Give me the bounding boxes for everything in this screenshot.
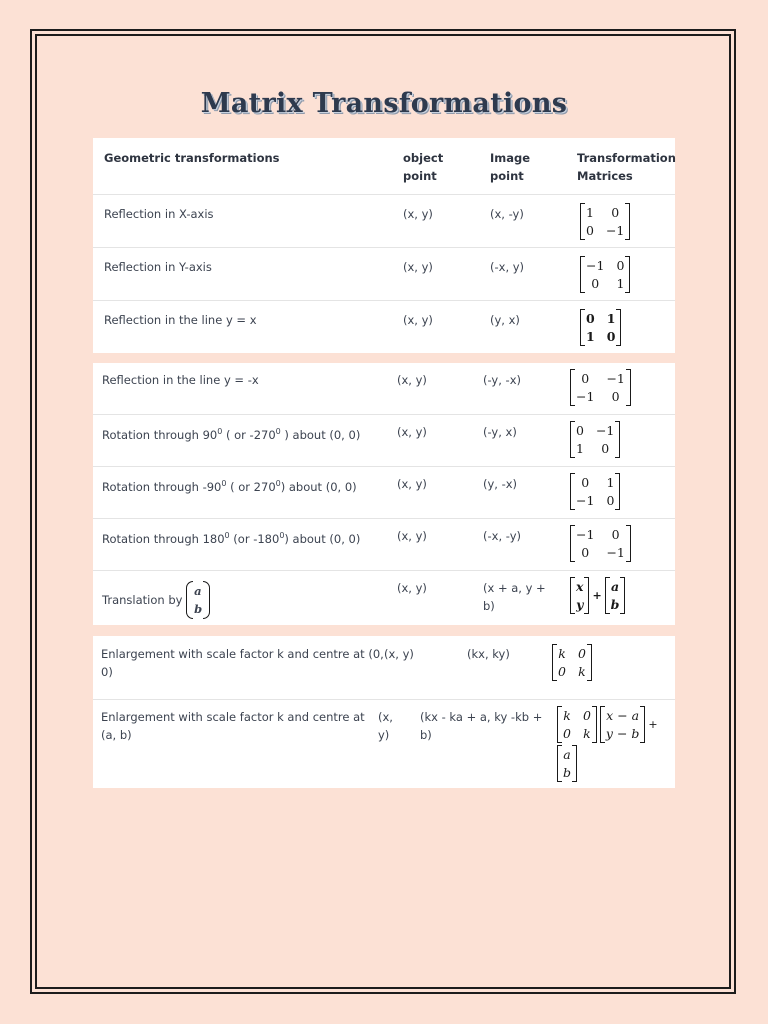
matrix-entry: y − b bbox=[605, 726, 640, 741]
table-header-row bbox=[93, 138, 675, 195]
matrix-entry: 1 bbox=[606, 311, 616, 326]
row-image-point: (x, -y) bbox=[490, 207, 524, 221]
table-row bbox=[93, 248, 675, 301]
matrix-entry: a bbox=[563, 747, 571, 762]
name-line1: Enlargement with scale factor k and centre at (0, bbox=[101, 647, 384, 661]
matrix-entry: 1 bbox=[606, 475, 615, 490]
header-image-line2: point bbox=[490, 169, 524, 183]
matrix-entry: 0 bbox=[606, 493, 615, 508]
table-row bbox=[93, 636, 675, 700]
row-name: Reflection in X-axis bbox=[104, 207, 214, 221]
row-object-point: (x, y) bbox=[397, 477, 427, 491]
row-object-point: (x, y) bbox=[397, 529, 427, 543]
transformation-matrix bbox=[570, 369, 631, 406]
header-matrices-line1: Transformation bbox=[577, 151, 676, 165]
row-name bbox=[101, 708, 365, 744]
page-title: Matrix Transformations bbox=[200, 88, 568, 119]
name-line2: (a, b) bbox=[101, 728, 132, 742]
matrix-entry: b bbox=[610, 597, 620, 612]
row-object-point: (x, y) bbox=[397, 425, 427, 439]
image-line1: (x + a, y + bbox=[483, 581, 546, 595]
matrix-entry: 0 bbox=[611, 205, 620, 220]
row-object-point: (x, y) bbox=[403, 260, 433, 274]
row-image-point: (-y, -x) bbox=[483, 373, 521, 387]
matrix-entry: 0 bbox=[577, 646, 586, 661]
matrix-entry: 0 bbox=[563, 726, 571, 741]
matrix-entry: 0 bbox=[591, 276, 600, 291]
vector-entry: a bbox=[194, 584, 202, 598]
header-image-point bbox=[490, 149, 530, 185]
matrix-entry: 0 bbox=[581, 371, 590, 386]
plus-operator: + bbox=[592, 589, 602, 602]
row-object-point: (x, y) bbox=[397, 373, 427, 387]
matrix-entry: a bbox=[610, 579, 620, 594]
transformation-matrix bbox=[570, 473, 620, 510]
table-row bbox=[93, 700, 675, 788]
transformation-matrix bbox=[580, 309, 621, 346]
translation-vector bbox=[186, 581, 210, 619]
plus-operator: + bbox=[648, 718, 658, 731]
table-row bbox=[93, 519, 675, 571]
row-name bbox=[102, 581, 210, 619]
matrix-entry: 1 bbox=[576, 441, 584, 456]
header-geometric-transformations: Geometric transformations bbox=[104, 151, 280, 165]
table-row bbox=[93, 195, 675, 248]
matrix-entry: 0 bbox=[576, 423, 584, 438]
row-image-point bbox=[483, 579, 546, 615]
object-line1: (x, bbox=[378, 710, 393, 724]
image-line1: (kx - ka + a, ky -kb + bbox=[420, 710, 543, 724]
matrix-entry: −1 bbox=[576, 389, 595, 404]
table-row bbox=[93, 415, 675, 467]
image-line2: b) bbox=[420, 728, 432, 742]
matrix-entry: k bbox=[578, 664, 586, 679]
matrix-entry: 0 bbox=[581, 475, 590, 490]
row-name: Rotation through $90^0$ ( or $-270^0$ ) about (0, 0) bbox=[102, 427, 361, 442]
row-name: Rotation through $180^0$ (or $-180^0$) about (0, 0) bbox=[102, 531, 361, 546]
row-object-point: (x, y) bbox=[384, 647, 414, 661]
row-image-point: (-x, y) bbox=[490, 260, 525, 274]
header-image-line1: Image bbox=[490, 151, 531, 165]
transformation-matrix bbox=[580, 256, 630, 293]
header-transformation-matrices bbox=[577, 149, 676, 185]
object-line2: y) bbox=[378, 728, 390, 742]
transformation-matrix bbox=[570, 525, 631, 562]
row-image-point: (kx, ky) bbox=[467, 647, 510, 661]
matrix-entry: y bbox=[576, 597, 584, 612]
table-row bbox=[93, 467, 675, 519]
name-line1: Enlargement with scale factor k and centre at bbox=[101, 710, 365, 724]
matrix-entry: 0 bbox=[611, 527, 620, 542]
transformation-matrix bbox=[570, 421, 620, 458]
table-row bbox=[93, 571, 675, 625]
transformation-matrix bbox=[570, 577, 625, 614]
matrix-entry: 1 bbox=[586, 205, 594, 220]
row-name: Rotation through $-90^0$ ( or $270^0$) about (0, 0) bbox=[102, 479, 357, 494]
matrix-entry: −1 bbox=[576, 493, 595, 508]
row-name: Reflection in the line y = x bbox=[104, 313, 257, 327]
matrix-entry: 0 bbox=[581, 545, 590, 560]
matrix-entry: 0 bbox=[601, 441, 610, 456]
table-row bbox=[93, 301, 675, 353]
matrix-entry: 0 bbox=[616, 258, 625, 273]
row-object-point: (x, y) bbox=[403, 207, 433, 221]
row-name bbox=[101, 645, 384, 681]
matrix-entry: x − a bbox=[606, 708, 640, 723]
row-image-point: (y, -x) bbox=[483, 477, 518, 491]
matrix-entry: 0 bbox=[582, 708, 591, 723]
matrix-entry: 1 bbox=[586, 329, 595, 344]
matrix-entry: 0 bbox=[586, 223, 594, 238]
transformation-matrix bbox=[552, 644, 592, 681]
matrix-entry: k bbox=[558, 646, 566, 661]
header-matrices-line2: Matrices bbox=[577, 169, 633, 183]
matrix-entry: 0 bbox=[611, 389, 620, 404]
table-panel-3 bbox=[93, 636, 675, 788]
matrix-entry: −1 bbox=[606, 371, 625, 386]
matrix-entry: −1 bbox=[606, 545, 625, 560]
table-row bbox=[93, 363, 675, 415]
row-image-point: (-x, -y) bbox=[483, 529, 521, 543]
matrix-entry: b bbox=[563, 765, 572, 780]
matrix-entry: k bbox=[583, 726, 591, 741]
transformation-matrix bbox=[580, 203, 630, 240]
matrix-entry: 1 bbox=[616, 276, 625, 291]
image-line2: b) bbox=[483, 599, 495, 613]
name-line2: 0) bbox=[101, 665, 113, 679]
matrix-entry: −1 bbox=[576, 527, 595, 542]
row-name: Reflection in the line y = -x bbox=[102, 373, 259, 387]
header-object-line2: point bbox=[403, 169, 437, 183]
table-panel-1 bbox=[93, 138, 675, 353]
row-object-point: (x, y) bbox=[397, 581, 427, 595]
matrix-entry: 0 bbox=[586, 311, 595, 326]
row-image-point: (-y, x) bbox=[483, 425, 517, 439]
matrix-entry: −1 bbox=[595, 423, 615, 438]
matrix-entry: 0 bbox=[558, 664, 566, 679]
row-object-point bbox=[378, 708, 393, 744]
table-panel-2 bbox=[93, 363, 675, 625]
row-image-point bbox=[420, 708, 542, 744]
transformation-matrix bbox=[557, 706, 673, 782]
row-object-point: (x, y) bbox=[403, 313, 433, 327]
translation-label: Translation by bbox=[102, 593, 183, 607]
row-name: Reflection in Y-axis bbox=[104, 260, 212, 274]
matrix-entry: k bbox=[563, 708, 571, 723]
vector-entry: b bbox=[194, 602, 203, 616]
matrix-entry: x bbox=[576, 579, 584, 594]
matrix-entry: 0 bbox=[606, 329, 616, 344]
matrix-entry: −1 bbox=[605, 223, 625, 238]
matrix-entry: −1 bbox=[586, 258, 605, 273]
header-object-line1: object bbox=[403, 151, 444, 165]
row-image-point: (y, x) bbox=[490, 313, 520, 327]
header-object-point bbox=[403, 149, 443, 185]
